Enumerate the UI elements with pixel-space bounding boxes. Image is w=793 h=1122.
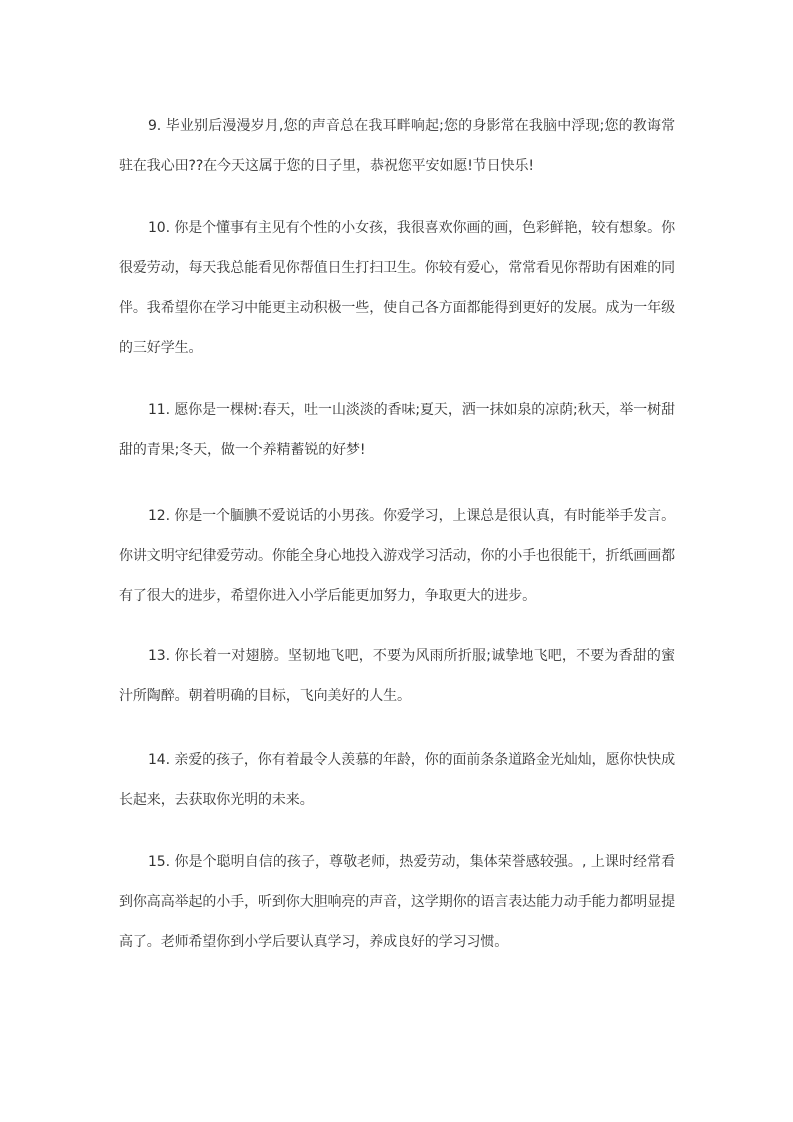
paragraph-14: 14. 亲爱的孩子，你有着最令人羡慕的年龄，你的面前条条道路金光灿灿，愿你快快成长起来，去获取你光明的未来。 bbox=[119, 752, 675, 808]
paragraph-11: 11. 愿你是一棵树:春天，吐一山淡淡的香味;夏天，洒一抹如泉的凉荫;秋天，举一树甜甜的青果;冬天，做一个养精蓄锐的好梦! bbox=[119, 402, 675, 458]
paragraph-10: 10. 你是个懂事有主见有个性的小女孩，我很喜欢你画的画，色彩鲜艳，较有想象。你很爱劳动，每天我总能看见你帮值日生打扫卫生。你较有爱心，常常看见你帮助有困难的同伴。我希望你在学习中能更主动积极一些，使自己各方面都能得到更好的发展。成为一年级的三好学生。 bbox=[119, 220, 675, 356]
paragraph-15: 15. 你是个聪明自信的孩子，尊敬老师，热爱劳动，集体荣誉感较强。, 上课时经常看到你高高举起的小手，听到你大胆响亮的声音，这学期你的语言表达能力动手能力都明显提高了。老师希望你到小学后要认真学习，养成良好的学习习惯。 bbox=[119, 854, 675, 950]
paragraph-13: 13. 你长着一对翅膀。坚韧地飞吧，不要为风雨所折服;诚挚地飞吧，不要为香甜的蜜汁所陶醉。朝着明确的目标，飞向美好的人生。 bbox=[119, 648, 675, 704]
paragraph-9: 9. 毕业别后漫漫岁月,您的声音总在我耳畔响起;您的身影常在我脑中浮现;您的教诲常驻在我心田??在今天这属于您的日子里，恭祝您平安如愿!节日快乐! bbox=[119, 118, 675, 174]
paragraph-12: 12. 你是一个腼腆不爱说话的小男孩。你爱学习，上课总是很认真，有时能举手发言。你讲文明守纪律爱劳动。你能全身心地投入游戏学习活动，你的小手也很能干，折纸画画都有了很大的进步，希望你进入小学后能更加努力，争取更大的进步。 bbox=[119, 508, 675, 604]
